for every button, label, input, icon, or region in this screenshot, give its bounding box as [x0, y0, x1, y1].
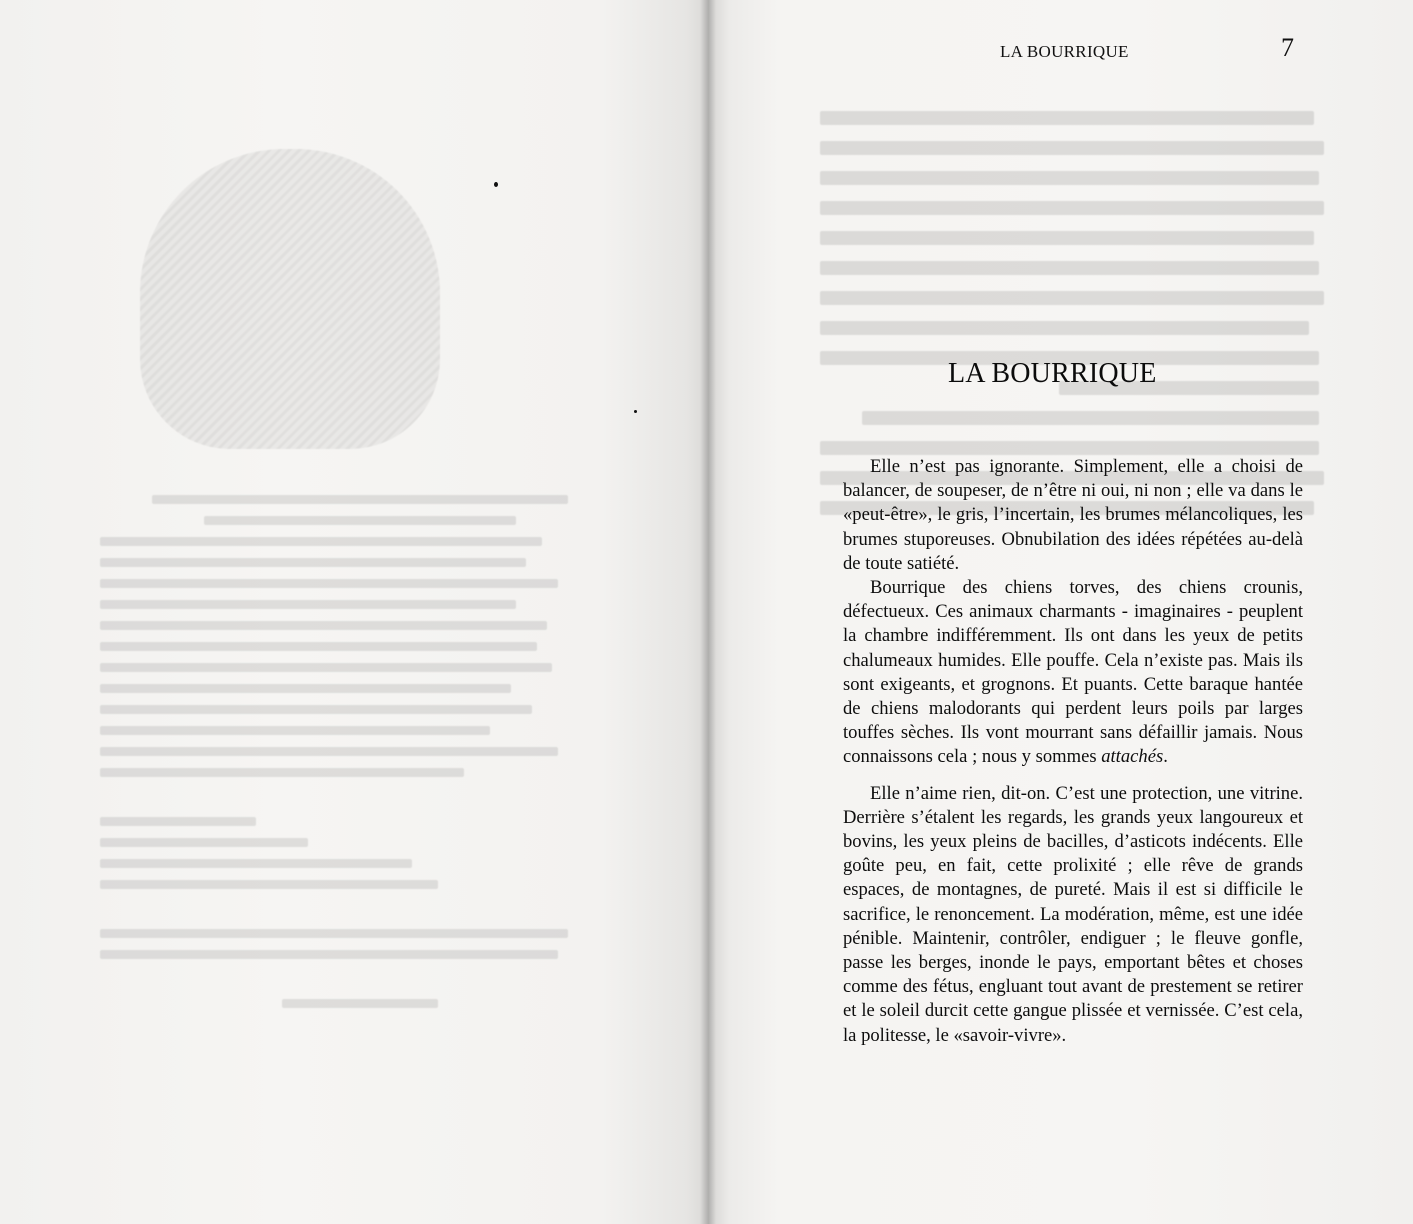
paragraph-2-end: .: [1163, 746, 1168, 768]
paragraph-3: Elle n’aime rien, dit-on. C’est une protection, une vitrine. Derrière s’étalent les regards, les grands yeux langoureux et bovins, les yeux pleins de bacilles, d’asticots indécents. Elle goûte peu, en fait, cette prolixité ; elle rêve de grands espaces, de montagnes, de pureté. Mais il est si difficile le sacrifice, le renoncement. La modération, même, est une idée pénible. Maintenir, contrôler, endiguer ; le fleuve gonfle, passe les berges, inonde le pays, emportant bêtes et choses comme des fétus, engluant tout avant de prestement se retirer et le soleil durcit cette gangue plissée et vernissée. C’est cela, la politesse, le «savoir-vivre».: [843, 782, 1303, 1046]
ink-speck: [634, 410, 637, 413]
running-head: LA BOURRIQUE: [1000, 42, 1129, 61]
body-text: [843, 455, 1303, 1048]
ghost-author-heading: [100, 95, 620, 129]
page-number: 7: [1281, 33, 1294, 62]
ghost-title-block: [100, 409, 620, 483]
ink-speck: [494, 182, 498, 187]
ghost-portrait-image: [140, 149, 440, 449]
paragraph-2: [843, 576, 1303, 770]
paragraph-2-text: Bourrique des chiens torves, des chiens crounis, défectueux. Ces animaux charmants - imaginaires - peuplent la chambre indifféremment. Ils ont dans les yeux de petits chalumeaux humides. Elle pouffe. Cela n’existe pas. Mais ils sont exigeants, et grognons. Et puants. Cette baraque hantée de chiens malodorants qui perdent leurs poils par larges touffes sèches. Ils vont mourrant sans défaillir jamais. Nous connaissons cela ; nous y sommes: [843, 577, 1303, 768]
show-through-left: [100, 95, 620, 1020]
paragraph-1: Elle n’est pas ignorante. Simplement, elle a choisi de balancer, de soupeser, de n’être ni oui, ni non ; elle va dans le «peut-être», le gris, l’incertain, les brumes mélancoliques, les brumes stuporeuses. Obnubilation des idées répétées au-delà de toute satiété.: [843, 456, 1303, 574]
show-through-right: [820, 95, 1340, 515]
chapter-title: LA BOURRIQUE: [948, 358, 1157, 389]
paragraph-2-emphasis: attachés: [1101, 746, 1164, 768]
ghost-bibliography-lines: [100, 495, 620, 1008]
